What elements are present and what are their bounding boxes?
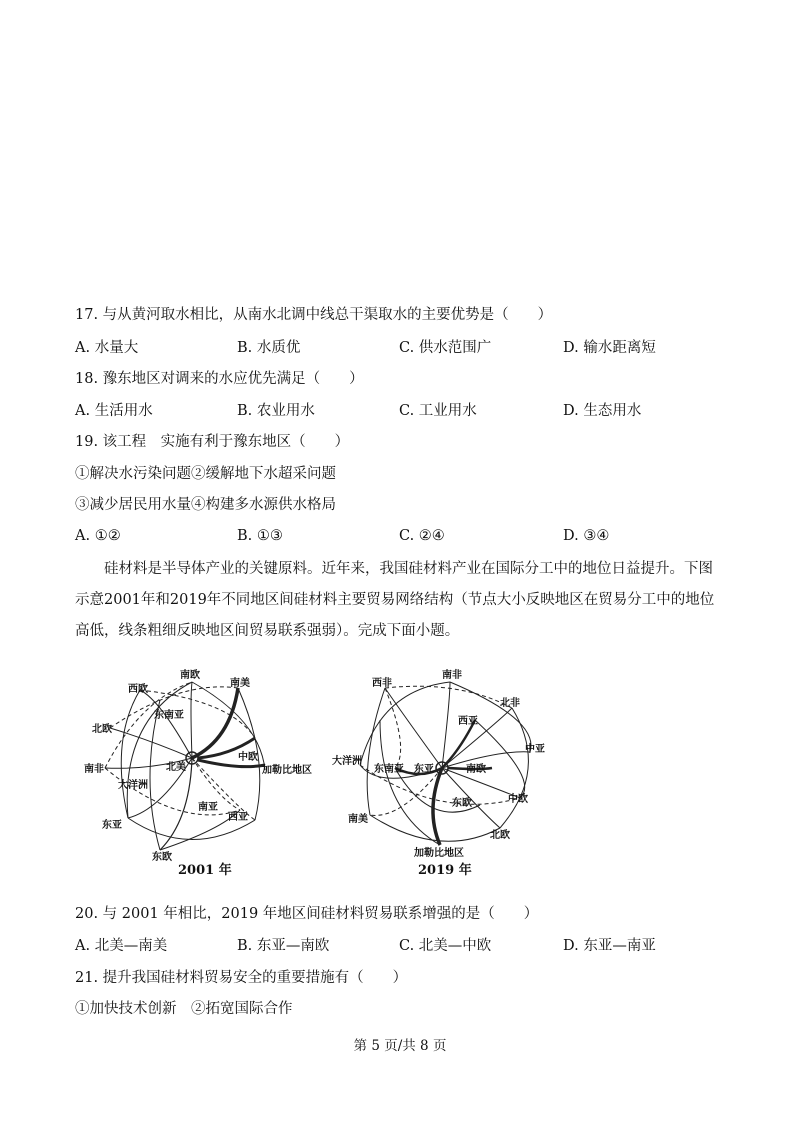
- caption-2001: 2001 年: [178, 863, 232, 878]
- node-label: 中欧: [508, 794, 528, 805]
- q19-option-b: B. ①③: [237, 528, 283, 544]
- labels-2001: [84, 668, 312, 863]
- q18-option-a: A. 生活用水: [75, 403, 153, 419]
- node-label: 北美: [166, 762, 186, 773]
- node-label: 东南亚: [154, 710, 184, 721]
- link: [500, 708, 528, 828]
- q19-stem: 19. 该工程 实施有利于豫东地区（ ）: [75, 434, 350, 450]
- q20-stem: 20. 与 2001 年相比，2019 年地区间硅材料贸易联系增强的是（ ）: [75, 906, 539, 922]
- node-label: 西亚: [458, 716, 478, 727]
- q19-statement-2: ③减少居民用水量④构建多水源供水格局: [75, 497, 336, 513]
- node-label: 南欧: [180, 670, 200, 681]
- node-label: 大洋洲: [332, 756, 362, 767]
- q21-statement-1: ①加快技术创新 ②拓宽国际合作: [75, 1001, 293, 1017]
- node-label: 北非: [500, 698, 520, 709]
- node-label: 南美: [348, 814, 368, 825]
- node-label: 南美: [230, 678, 250, 689]
- node-label: 东欧: [452, 798, 472, 809]
- passage: 硅材料是半导体产业的关键原料。近年来，我国硅材料产业在国际分工中的地位日益提升。下图示意2001年和2019年不同地区间硅材料主要贸易网络结构（节点大小反映地区在贸易分工中的地位高低，线条粗细反映地区间贸易联系强弱）。完成下面小题。: [75, 561, 715, 639]
- q19-option-c: C. ②④: [399, 528, 445, 544]
- link: [385, 688, 442, 768]
- q17-option-c: C. 供水范围广: [399, 340, 492, 356]
- link-dashed: [105, 682, 192, 768]
- caption-2019: 2019 年: [418, 863, 472, 878]
- link: [121, 690, 140, 818]
- q20-option-a: A. 北美—南美: [75, 938, 168, 954]
- q18-option-c: C. 工业用水: [399, 403, 477, 419]
- link-thick: [192, 688, 238, 758]
- node-label: 南非: [442, 670, 462, 681]
- q19-statement-1: ①解决水污染问题②缓解地下水超采问题: [75, 466, 336, 482]
- link: [150, 700, 160, 850]
- node-label: 加勒比地区: [262, 765, 312, 776]
- node-label: 大洋洲: [118, 780, 148, 791]
- q19-option-d: D. ③④: [563, 528, 610, 544]
- link-dashed: [370, 768, 442, 815]
- node-label: 南欧: [466, 764, 486, 775]
- link: [191, 682, 192, 758]
- trade-network-figure: [80, 660, 570, 880]
- node-label: 北欧: [92, 724, 112, 735]
- q19-option-a: A. ①②: [75, 528, 121, 544]
- node-label: 东亚: [414, 764, 434, 775]
- node-label: 加勒比地区: [414, 848, 464, 859]
- q20-option-c: C. 北美—中欧: [399, 938, 492, 954]
- node-label: 北欧: [490, 830, 510, 841]
- node-label: 西非: [372, 678, 392, 689]
- node-label: 西欧: [128, 684, 148, 695]
- link: [475, 720, 525, 798]
- q17-option-a: A. 水量大: [75, 340, 139, 356]
- node-label: 东南亚: [374, 764, 404, 775]
- node-label: 中亚: [525, 744, 545, 755]
- trade-network-diagrams: [80, 660, 570, 880]
- q17-stem: 17. 与从黄河取水相比，从南水北调中线总干渠取水的主要优势是（ ）: [75, 307, 553, 323]
- q18-stem: 18. 豫东地区对调来的水应优先满足（ ）: [75, 371, 364, 387]
- node-label: 南非: [84, 764, 104, 775]
- q20-option-b: B. 东亚—南欧: [237, 938, 330, 954]
- q17-option-b: B. 水质优: [237, 340, 301, 356]
- link-dashed: [105, 768, 240, 815]
- link: [442, 682, 450, 768]
- node-label: 东欧: [152, 852, 172, 863]
- q18-option-d: D. 生态用水: [563, 403, 642, 419]
- node-label: 西亚: [228, 812, 248, 823]
- node-label: 东亚: [102, 820, 122, 831]
- link-thick: [433, 768, 442, 845]
- q20-option-d: D. 东亚—南亚: [563, 938, 656, 954]
- q18-option-b: B. 农业用水: [237, 403, 315, 419]
- q21-stem: 21. 提升我国硅材料贸易安全的重要措施有（ ）: [75, 970, 408, 986]
- q17-option-d: D. 输水距离短: [563, 340, 656, 356]
- node-label: 南亚: [198, 802, 218, 813]
- page-footer: 第 5 页/共 8 页: [353, 1038, 447, 1054]
- link: [360, 682, 450, 765]
- node-label: 中欧: [238, 752, 258, 763]
